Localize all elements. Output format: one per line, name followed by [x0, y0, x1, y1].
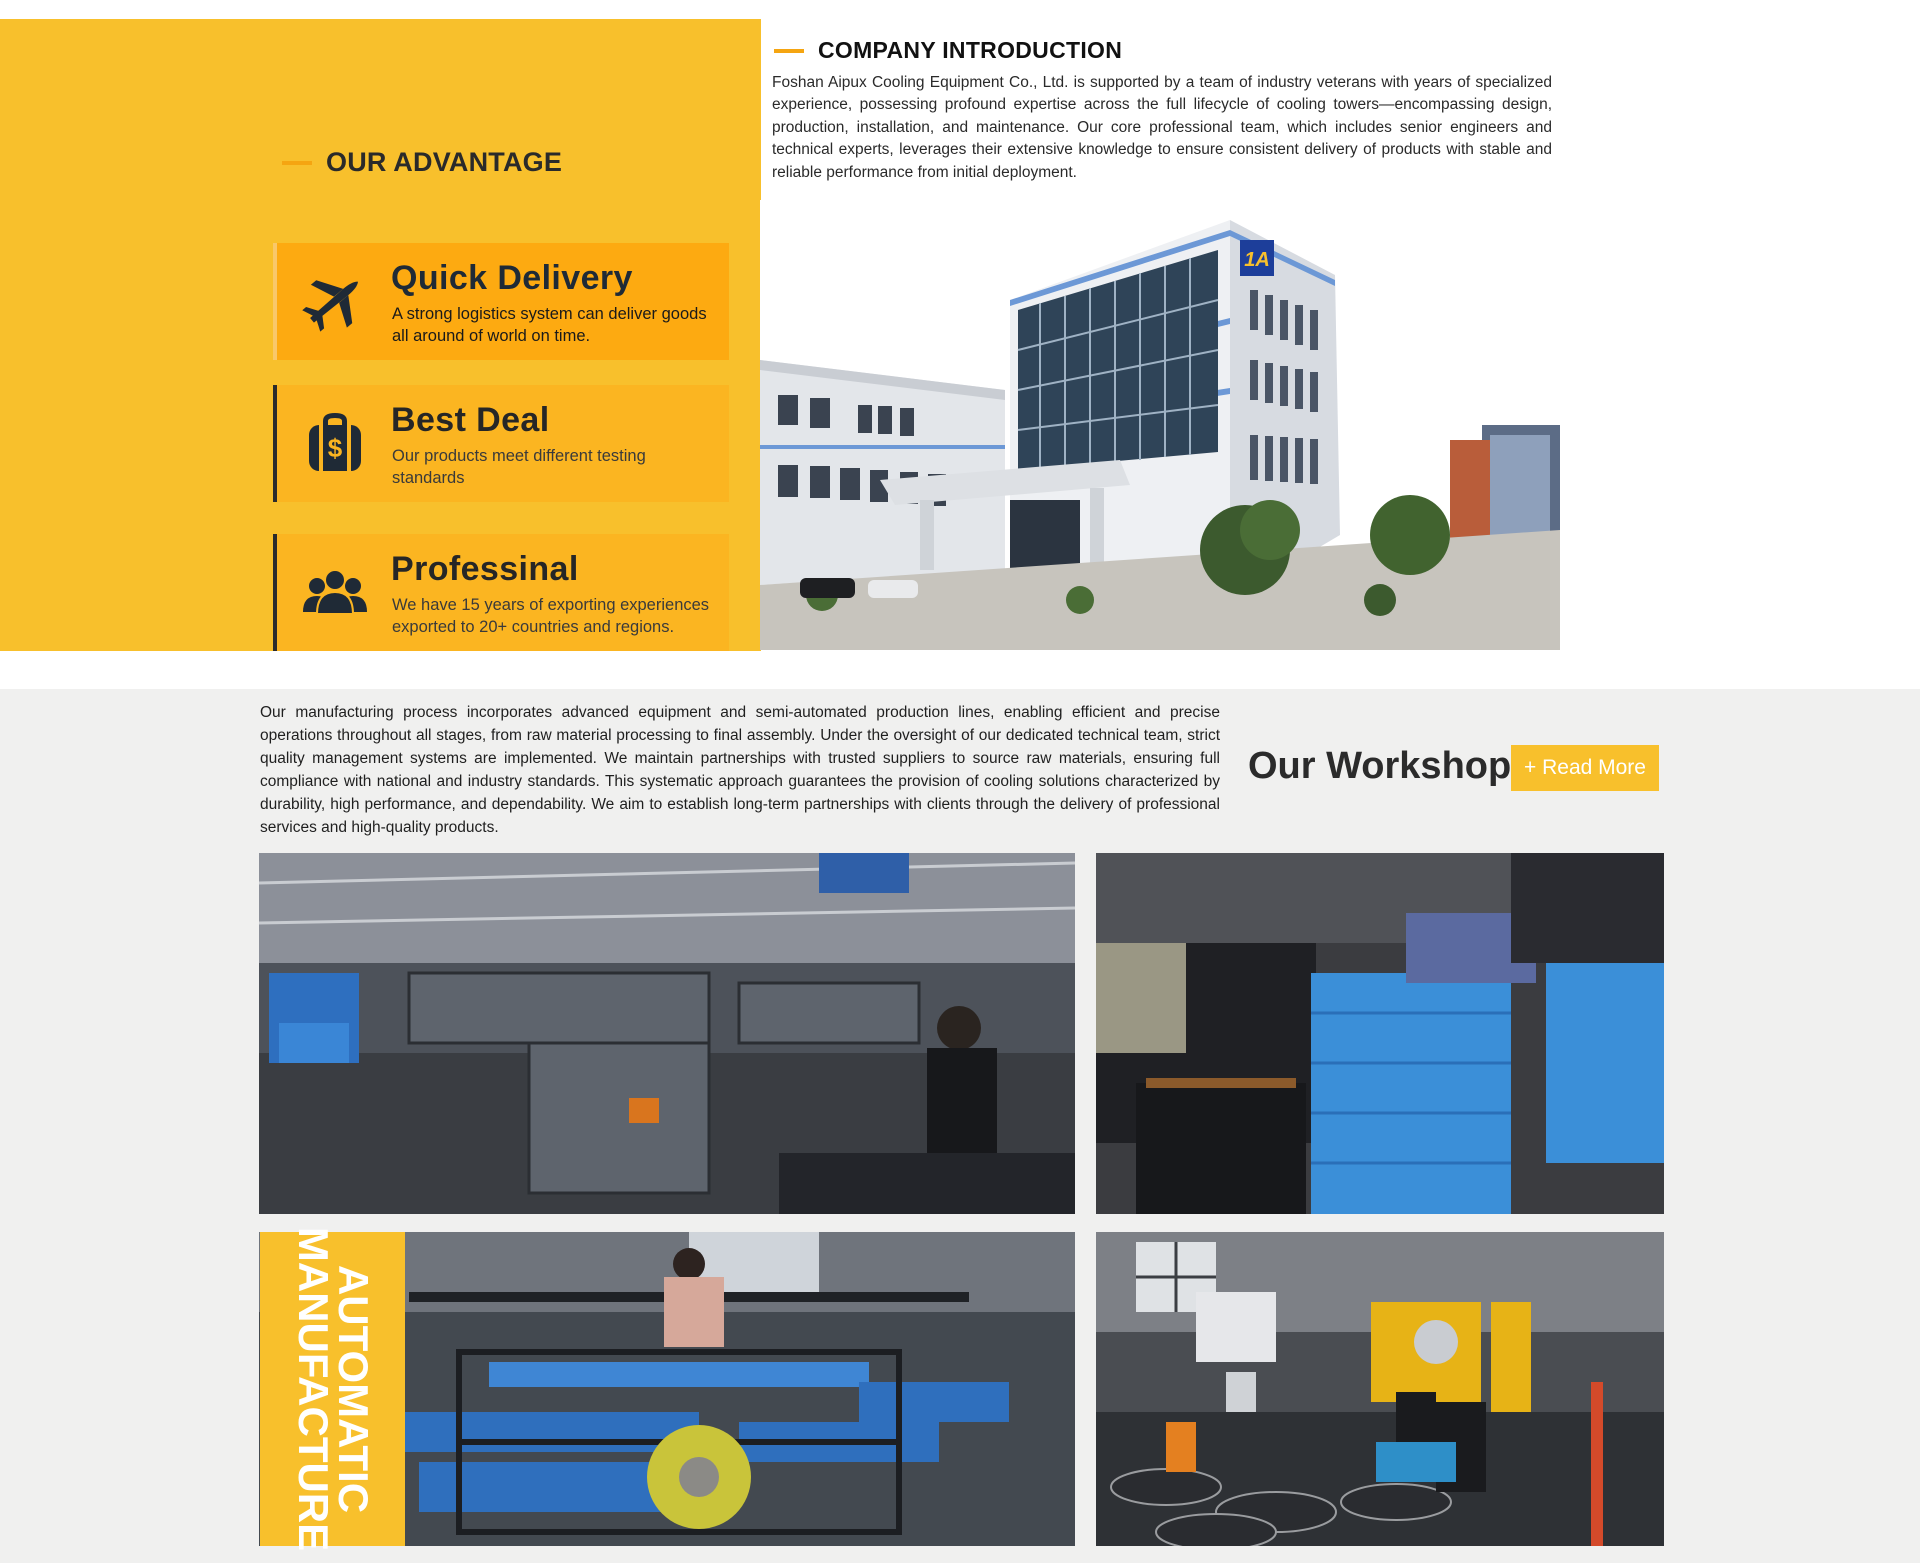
- company-building-image: [760, 200, 1560, 650]
- intro-heading: [774, 37, 1122, 64]
- intro-title: COMPANY INTRODUCTION: [818, 37, 1123, 63]
- card-title: Professinal: [391, 550, 579, 588]
- intro-text: Foshan Aipux Cooling Equipment Co., Ltd. is supported by a team of industry veterans with years of specialized experience, possessing profound expertise across the full lifecycle of cooling towers—encompassing design, production, installation, and maintenance. Our core professional team, which includes senior engineers and technical experts, leverages their extensive knowledge to ensure consistent delivery of products with stable and reliable performance from initial deployment.: [772, 74, 1552, 181]
- auto-label-line-2: MANUFACTURE: [289, 1226, 337, 1552]
- read-more-button[interactable]: + Read More: [1511, 745, 1659, 791]
- auto-label-line-1: AUTOMATIC: [329, 1264, 377, 1514]
- advantage-card-professional[interactable]: [273, 534, 729, 651]
- team-icon: [299, 556, 371, 628]
- automatic-manufacture-label: [260, 1226, 405, 1552]
- advantage-heading: [282, 147, 562, 178]
- airplane-icon: [299, 265, 371, 337]
- svg-text:$: $: [327, 433, 343, 463]
- workshop-photo-factory-floor: [259, 853, 1075, 1214]
- card-title: Quick Delivery: [391, 259, 633, 297]
- card-description: We have 15 years of exporting experiences exported to 20+ countries and regions.: [392, 596, 710, 636]
- heading-dash: [282, 161, 312, 165]
- workshop-text: Our manufacturing process incorporates advanced equipment and semi-automated production lines, enabling efficient and precise operations throughout all stages, from raw material processing to final assembly. Under the oversight of our dedicated technical team, strict quality management systems are implemented. We maintain partnerships with trusted suppliers to source raw materials, ensuring full compliance with national and industry standards. This systematic approach guarantees the provision of cooling solutions characterized by durability, high performance, and dependability. We aim to establish long-term partnerships with clients through the delivery of professional services and high-quality products.: [260, 704, 1220, 836]
- advantage-card-quick-delivery[interactable]: [273, 243, 729, 360]
- workshop-section: [0, 689, 1920, 1563]
- advantage-card-best-deal[interactable]: [273, 385, 729, 502]
- card-description: Our products meet different testing standards: [392, 447, 646, 487]
- advantage-title: OUR ADVANTAGE: [326, 147, 563, 177]
- workshop-photo-stacked-fill: [1096, 853, 1664, 1214]
- building-logo-text: 1A: [1244, 249, 1270, 271]
- card-description: A strong logistics system can deliver goods all around of world on time.: [392, 305, 707, 345]
- card-title: Best Deal: [391, 401, 550, 439]
- workshop-title: Our Workshop: [1248, 745, 1512, 787]
- heading-dash: [774, 49, 804, 53]
- workshop-photo-material-rolls: [1096, 1232, 1664, 1546]
- money-bag-icon: [299, 407, 371, 479]
- automatic-manufacture-text: [289, 1226, 377, 1552]
- advantage-panel: [0, 19, 761, 651]
